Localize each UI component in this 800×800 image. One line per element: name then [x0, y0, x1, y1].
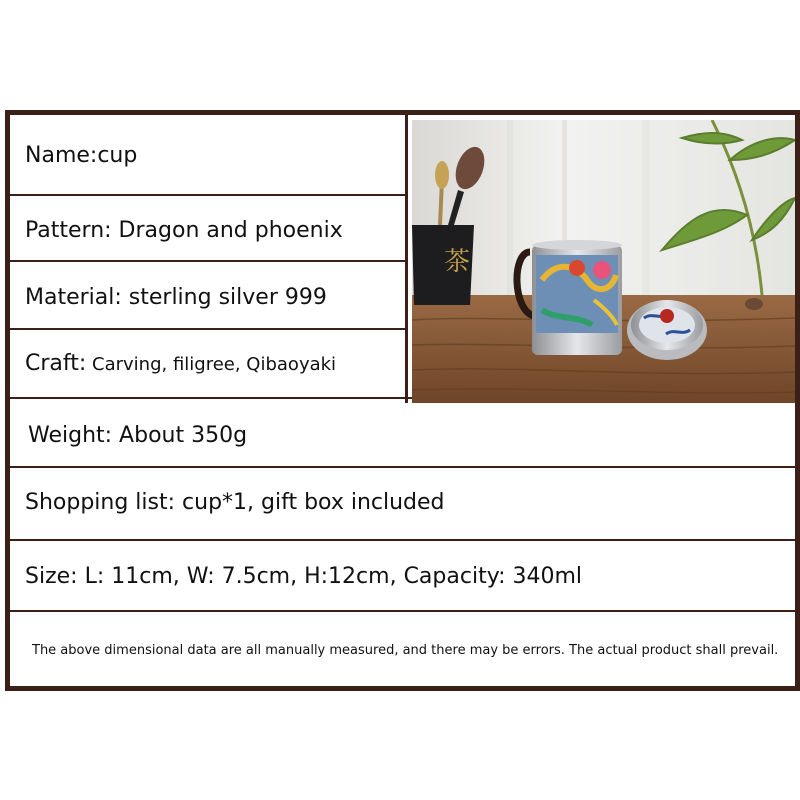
pattern-row: Pattern: Dragon and phoenix — [25, 218, 343, 243]
craft-label: Craft: — [25, 351, 87, 376]
spec-table — [5, 110, 800, 691]
divider — [10, 260, 407, 262]
divider — [10, 194, 407, 196]
divider — [10, 328, 407, 330]
size-row: Size: L: 11cm, W: 7.5cm, H:12cm, Capacity: 340ml — [25, 564, 583, 589]
disclaimer-note: The above dimensional data are all manually measured, and there may be errors. The actual product shall prevail. — [32, 643, 779, 658]
lid-image — [627, 300, 707, 360]
cup-image — [517, 240, 622, 355]
craft-row — [25, 351, 336, 376]
divider — [405, 115, 408, 403]
material-row: Material: sterling silver 999 — [25, 285, 327, 310]
name-row: Name:cup — [25, 143, 138, 168]
divider — [10, 466, 795, 468]
weight-row: Weight: About 350g — [28, 423, 248, 448]
shopping-row: Shopping list: cup*1, gift box included — [25, 490, 445, 515]
craft-value: Carving, filigree, Qibaoyaki — [86, 354, 337, 375]
divider — [10, 539, 795, 541]
product-photo — [412, 120, 795, 403]
tea-character: 茶 — [444, 247, 471, 277]
divider — [10, 610, 795, 612]
